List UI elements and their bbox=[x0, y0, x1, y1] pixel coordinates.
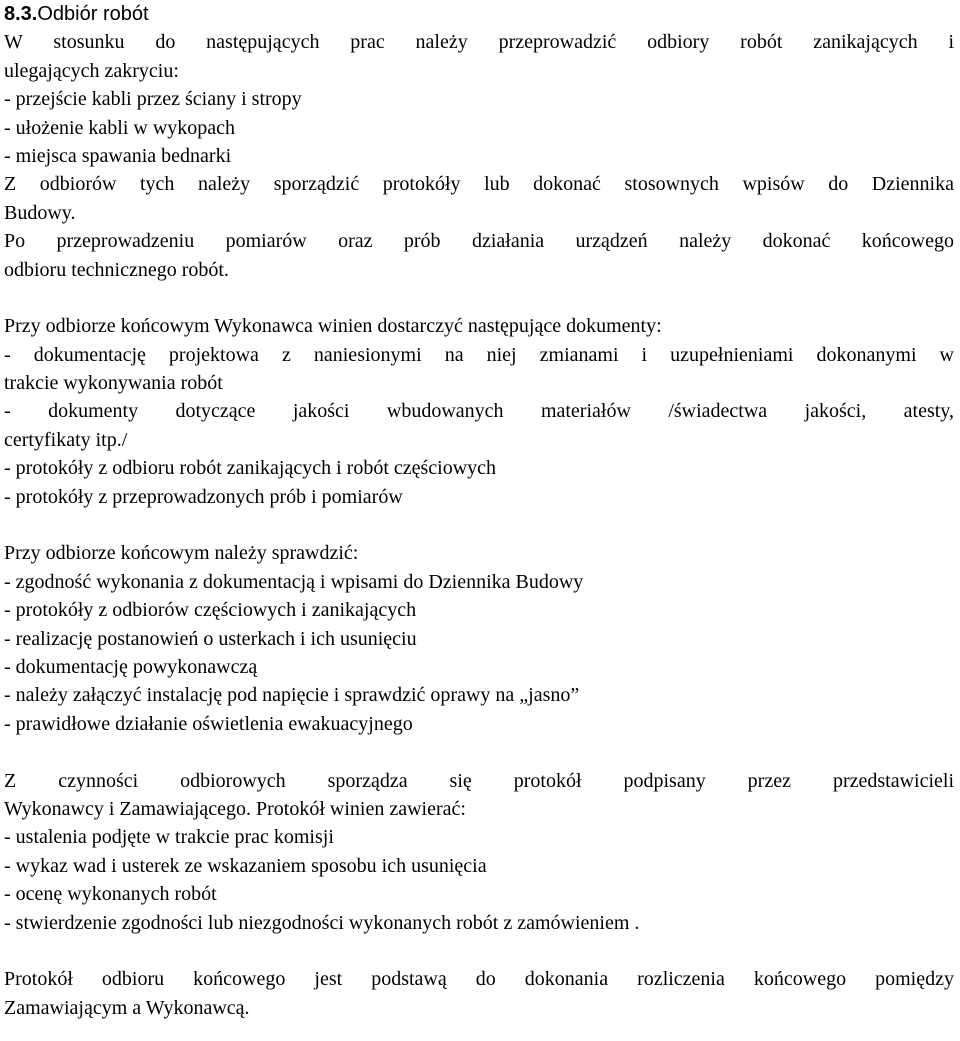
intro-paragraph bbox=[4, 28, 954, 284]
list-item: - protokóły z przeprowadzonych prób i pomiarów bbox=[4, 485, 403, 508]
list-item: - stwierdzenie zgodności lub niezgodności wykonanych robót z zamówieniem . bbox=[4, 911, 640, 934]
list-item: - wykaz wad i usterek ze wskazaniem sposobu ich usunięcia bbox=[4, 854, 487, 877]
list-item: - ułożenie kabli w wykopach bbox=[4, 116, 236, 139]
list-item: - protokóły z odbioru robót zanikających i robót częściowych bbox=[4, 457, 497, 480]
document-page bbox=[4, 0, 954, 1022]
text-line: W stosunku do następujących prac należy przeprowadzić odbiory robót zanikających i bbox=[4, 31, 954, 54]
list-item: - przejście kabli przez ściany i stropy bbox=[4, 88, 302, 111]
section-number: 8.3. bbox=[4, 3, 38, 25]
list-item: - dokumentację powykonawczą bbox=[4, 655, 258, 678]
list-item: - protokóły z odbiorów częściowych i zanikających bbox=[4, 599, 417, 622]
final-checks-paragraph bbox=[4, 539, 954, 738]
text-line: trakcie wykonywania robót bbox=[4, 372, 223, 395]
list-item: - dokumentację projektowa z naniesionymi na niej zmianami i uzupełnieniami dokonanymi w bbox=[4, 343, 954, 366]
text-line: Przy odbiorze końcowym Wykonawca winien dostarczyć następujące dokumenty: bbox=[4, 315, 662, 338]
paragraph-gap bbox=[4, 937, 954, 965]
list-item: - realizację postanowień o usterkach i ich usunięciu bbox=[4, 627, 417, 650]
protocol-paragraph bbox=[4, 767, 954, 937]
paragraph-gap bbox=[4, 511, 954, 539]
text-line: odbioru technicznego robót. bbox=[4, 258, 229, 281]
paragraph-gap bbox=[4, 738, 954, 766]
list-item: - prawidłowe działanie oświetlenia ewakuacyjnego bbox=[4, 712, 413, 735]
text-line: Z czynności odbiorowych sporządza się protokół podpisany przez przedstawicieli bbox=[4, 769, 954, 792]
list-item: - należy załączyć instalację pod napięcie i sprawdzić oprawy na „jasno” bbox=[4, 684, 580, 707]
text-line: Przy odbiorze końcowym należy sprawdzić: bbox=[4, 542, 359, 565]
list-item: - dokumenty dotyczące jakości wbudowanych materiałów /świadectwa jakości, atesty, bbox=[4, 400, 954, 423]
text-line: Wykonawcy i Zamawiającego. Protokół winien zawierać: bbox=[4, 797, 466, 820]
text-line: Zamawiającym a Wykonawcą. bbox=[4, 996, 250, 1019]
list-item: - miejsca spawania bednarki bbox=[4, 144, 232, 167]
section-title: Odbiór robót bbox=[37, 3, 149, 25]
list-item: - ocenę wykonanych robót bbox=[4, 883, 217, 906]
list-item: - zgodność wykonania z dokumentacją i wpisami do Dziennika Budowy bbox=[4, 570, 584, 593]
final-documents-paragraph bbox=[4, 312, 954, 511]
list-item: - ustalenia podjęte w trakcie prac komisji bbox=[4, 826, 334, 849]
text-line: ulegających zakryciu: bbox=[4, 59, 179, 82]
text-line: Po przeprowadzeniu pomiarów oraz prób działania urządzeń należy dokonać końcowego bbox=[4, 230, 954, 253]
text-line: certyfikaty itp./ bbox=[4, 428, 128, 451]
text-line: Z odbiorów tych należy sporządzić protokóły lub dokonać stosownych wpisów do Dziennika bbox=[4, 173, 954, 196]
text-line: Budowy. bbox=[4, 201, 76, 224]
text-line: Protokół odbioru końcowego jest podstawą do dokonania rozliczenia końcowego pomiędzy bbox=[4, 968, 954, 991]
settlement-paragraph bbox=[4, 965, 954, 1022]
paragraph-gap bbox=[4, 284, 954, 312]
section-heading bbox=[4, 0, 954, 28]
